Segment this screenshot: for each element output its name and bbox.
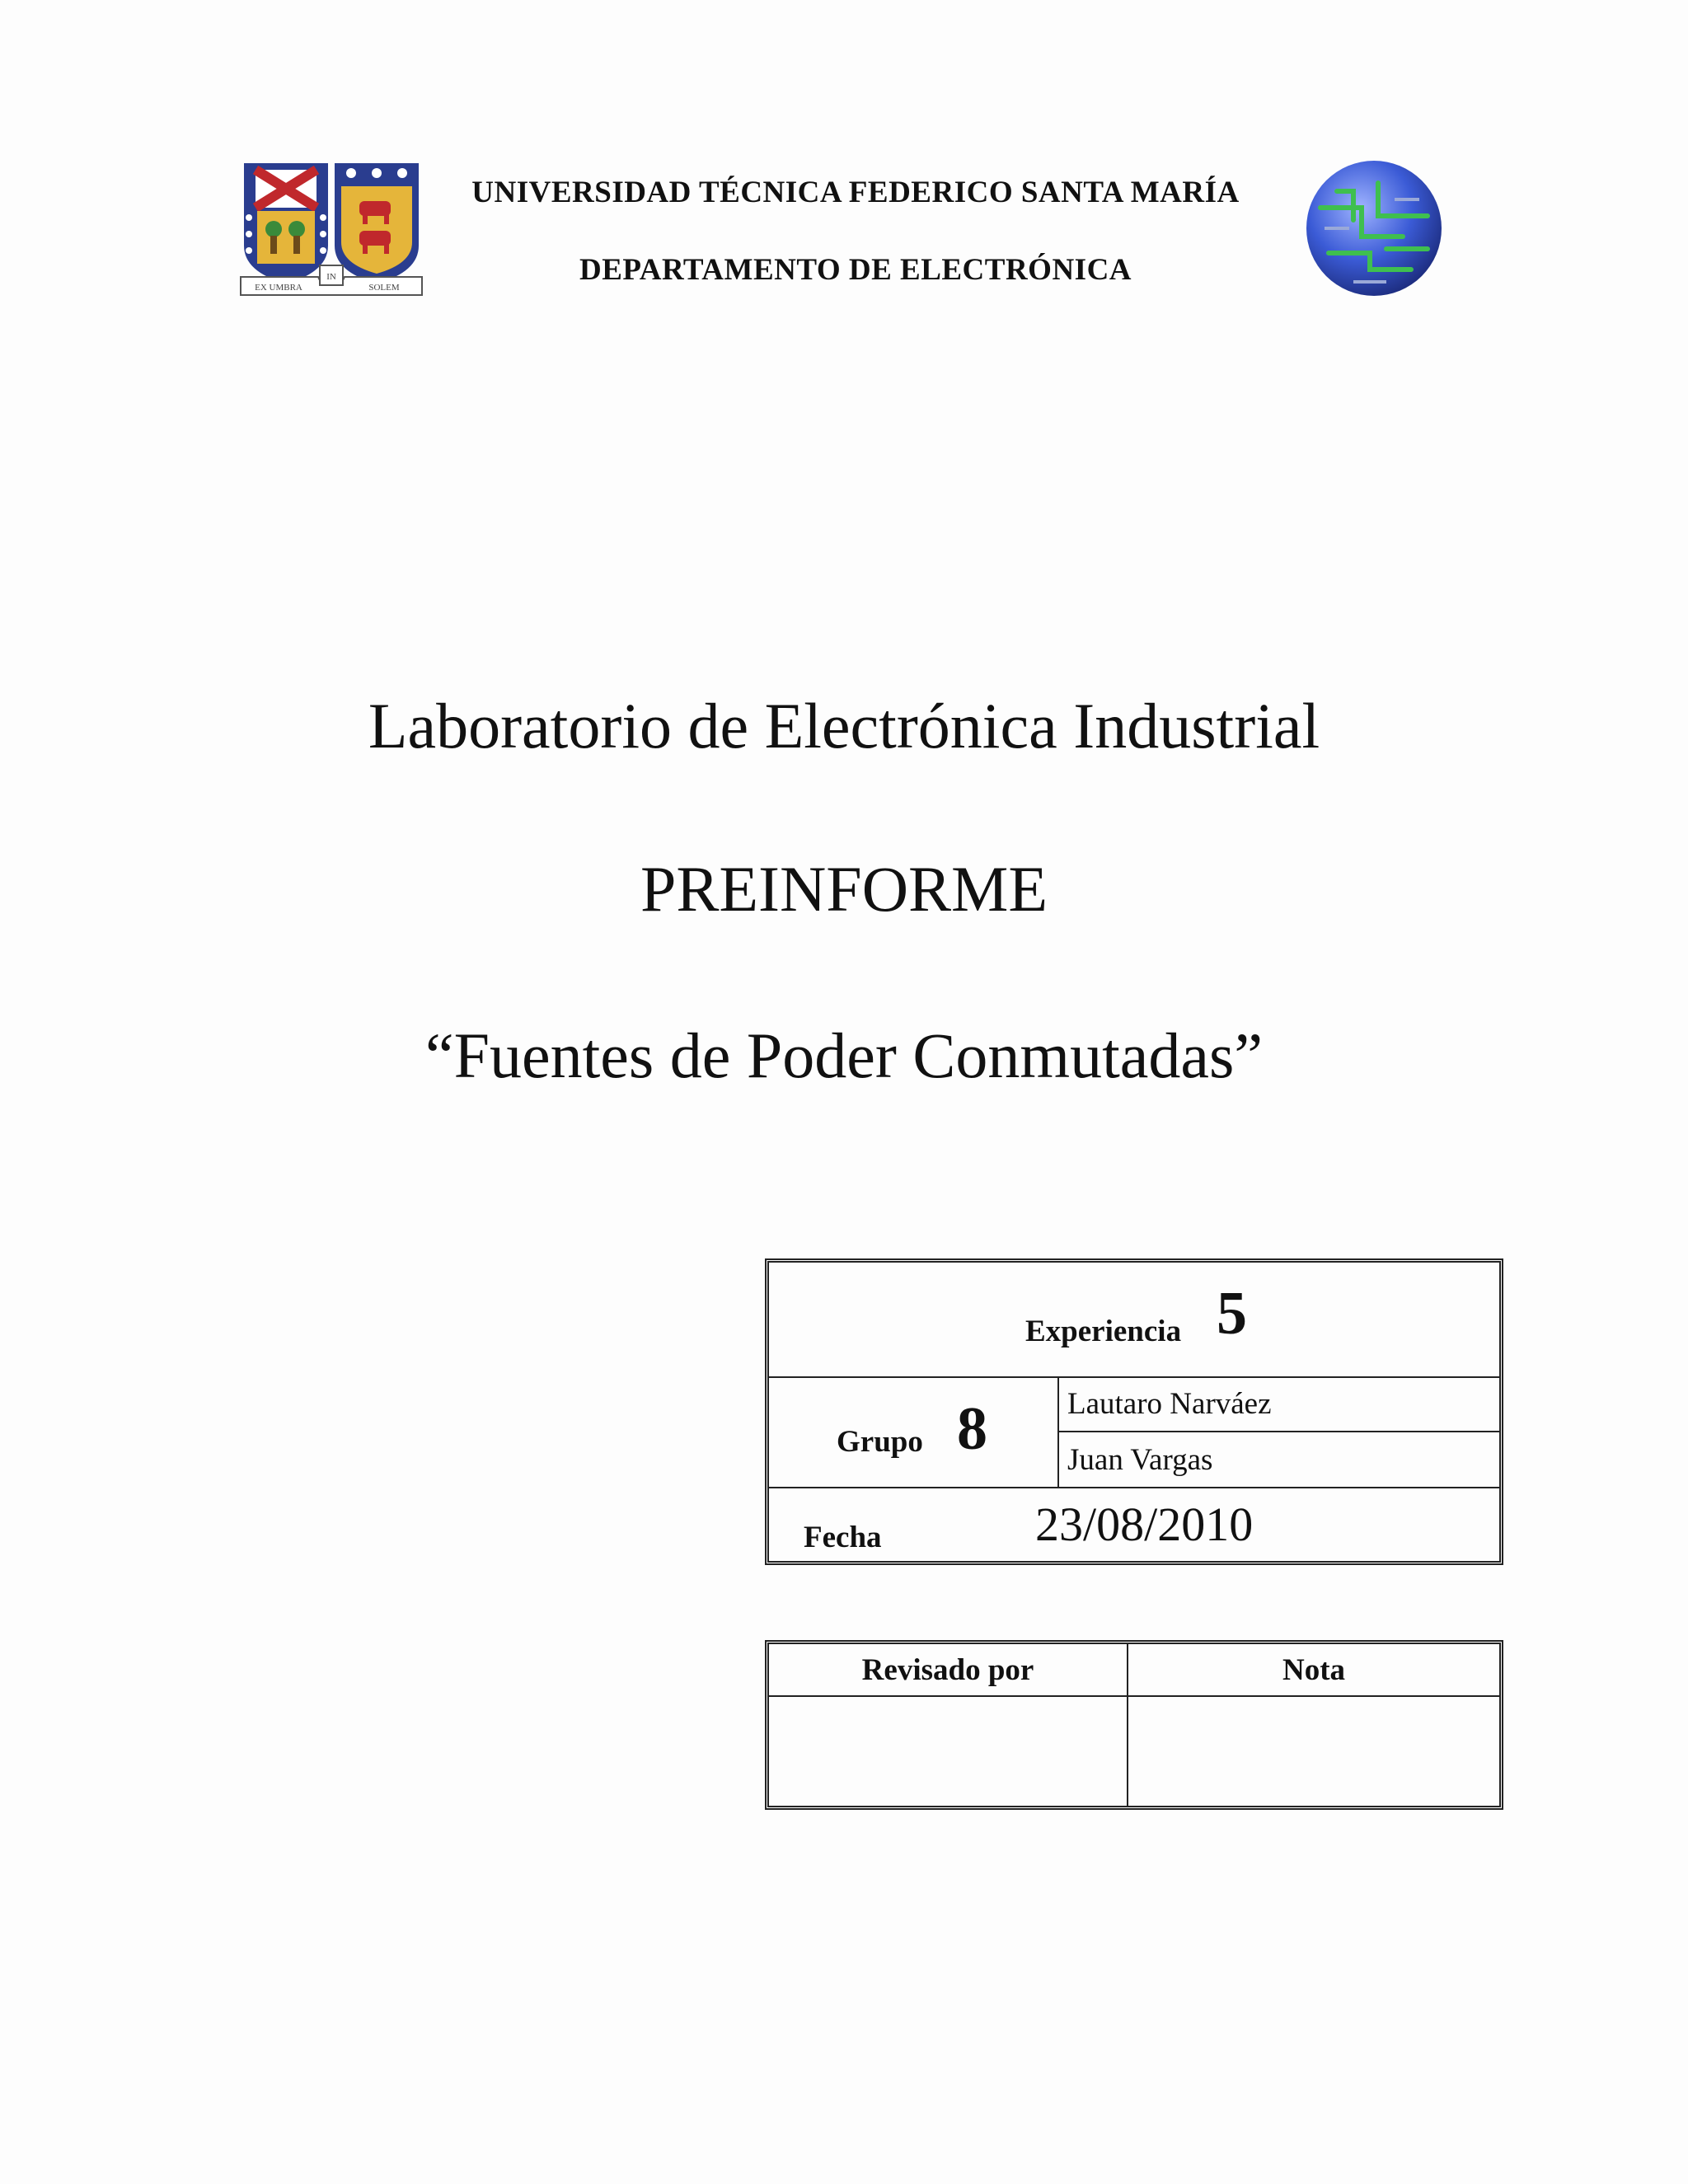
fecha-value: 23/08/2010 [1035, 1497, 1254, 1551]
experiencia-row [769, 1263, 1499, 1378]
svg-text:EX UMBRA: EX UMBRA [255, 283, 302, 293]
fecha-row [769, 1488, 1499, 1561]
university-name: UNIVERSIDAD TÉCNICA FEDERICO SANTA MARÍA [471, 176, 1240, 209]
info-table [765, 1258, 1503, 1565]
grupo-label: Grupo [837, 1425, 923, 1459]
revisado-por-header: Revisado por [861, 1653, 1034, 1687]
column-divider [1057, 1378, 1059, 1487]
document-type: PREINFORME [640, 853, 1048, 925]
circuit-globe-logo [1304, 158, 1444, 298]
nota-header: Nota [1282, 1653, 1346, 1687]
svg-text:SOLEM: SOLEM [368, 283, 400, 293]
grupo-row [769, 1378, 1499, 1488]
course-title: Laboratorio de Electrónica Industrial [368, 690, 1320, 762]
fecha-label: Fecha [804, 1521, 882, 1554]
department-name: DEPARTAMENTO DE ELECTRÓNICA [579, 253, 1132, 287]
member-name: Lautaro Narváez [1067, 1387, 1272, 1421]
review-table [765, 1640, 1503, 1810]
svg-text:IN: IN [326, 272, 336, 282]
grupo-value: 8 [957, 1395, 987, 1463]
member-divider [1059, 1431, 1499, 1432]
experiencia-value: 5 [1217, 1280, 1247, 1347]
revisado-por-cell [769, 1697, 1127, 1806]
member-name: Juan Vargas [1067, 1443, 1213, 1477]
report-topic: “Fuentes de Poder Conmutadas” [425, 1019, 1263, 1091]
nota-cell [1128, 1697, 1499, 1806]
experiencia-label: Experiencia [1025, 1315, 1182, 1348]
